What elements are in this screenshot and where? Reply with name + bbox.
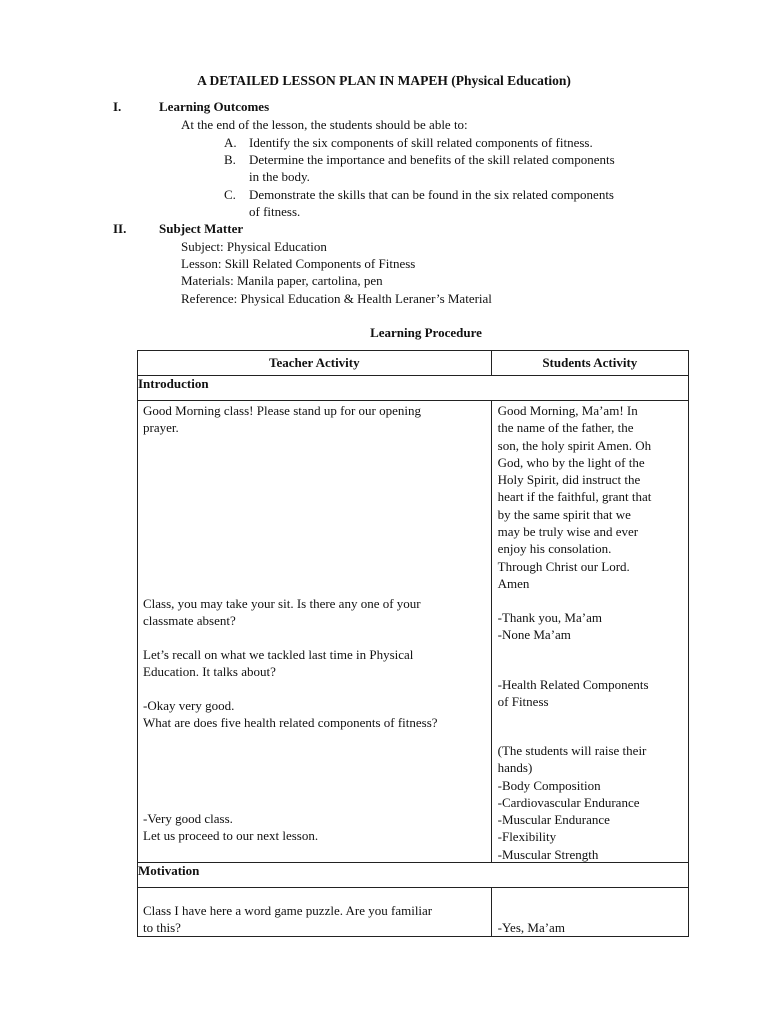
teacher-proceed: -Very good class. Let us proceed to our next lesson. bbox=[143, 811, 319, 844]
document-title: A DETAILED LESSON PLAN IN MAPEH (Physical Education) bbox=[197, 73, 571, 88]
motivation-teacher-cell bbox=[138, 888, 492, 937]
motivation-students-cell bbox=[491, 888, 688, 937]
outcome-b-text-line1: Determine the importance and benefits of the skill related components bbox=[249, 152, 615, 167]
students-components-list: (The students will raise their hands) -Body Composition -Cardiovascular Endurance -Muscular Endurance -Flexibility -Muscular Strength bbox=[497, 743, 647, 862]
section-one-heading: Learning Outcomes bbox=[159, 99, 270, 114]
outcome-a-letter: A. bbox=[224, 135, 237, 150]
outcome-b-letter: B. bbox=[224, 152, 236, 167]
students-attendance-reply: -Thank you, Ma’am -None Ma’am bbox=[497, 610, 602, 643]
introduction-label: Introduction bbox=[138, 376, 689, 401]
intro-teacher-cell bbox=[138, 401, 492, 863]
outcome-c-text-line2: of fitness. bbox=[249, 204, 301, 219]
outcome-c-letter: C. bbox=[224, 187, 236, 202]
subject-line: Subject: Physical Education bbox=[181, 239, 327, 254]
learning-procedure-title: Learning Procedure bbox=[370, 325, 482, 340]
reference-line: Reference: Physical Education & Health Leraner’s Material bbox=[181, 291, 492, 306]
section-two-heading: Subject Matter bbox=[159, 221, 244, 236]
teacher-attendance: Class, you may take your sit. Is there any one of your classmate absent? bbox=[143, 596, 421, 629]
students-activity-header: Students Activity bbox=[491, 351, 688, 376]
students-puzzle-reply: -Yes, Ma’am bbox=[497, 920, 565, 935]
teacher-question: -Okay very good. What are does five health related components of fitness? bbox=[143, 698, 438, 731]
materials-line: Materials: Manila paper, cartolina, pen bbox=[181, 273, 383, 288]
intro-students-cell bbox=[491, 401, 688, 863]
teacher-recall: Let’s recall on what we tackled last time in Physical Education. It talks about? bbox=[143, 647, 414, 680]
students-recall-reply: -Health Related Components of Fitness bbox=[497, 677, 649, 710]
teacher-word-puzzle: Class I have here a word game puzzle. Are you familiar to this? bbox=[143, 903, 433, 936]
learning-procedure-table bbox=[137, 350, 689, 937]
section-two-numeral: II. bbox=[113, 221, 127, 236]
lesson-line: Lesson: Skill Related Components of Fitness bbox=[181, 256, 416, 271]
section-one-numeral: I. bbox=[113, 99, 122, 114]
teacher-greeting: Good Morning class! Please stand up for our opening prayer. bbox=[143, 403, 422, 436]
outcome-c-text-line1: Demonstrate the skills that can be found in the six related components bbox=[249, 187, 614, 202]
teacher-activity-header: Teacher Activity bbox=[138, 351, 492, 376]
outcome-a-text: Identify the six components of skill related components of fitness. bbox=[249, 135, 593, 150]
outcomes-intro: At the end of the lesson, the students should be able to: bbox=[181, 117, 468, 132]
motivation-label: Motivation bbox=[138, 863, 689, 888]
outcome-b-text-line2: in the body. bbox=[249, 169, 310, 184]
students-prayer: Good Morning, Ma’am! In the name of the father, the son, the holy spirit Amen. Oh God, who by the light of the Holy Spirit, did instruct the heart if the faithful, grant that by the same spirit that we may be truly wise and ever enjoy his consolation. Through Christ our Lord. Amen bbox=[497, 403, 652, 591]
